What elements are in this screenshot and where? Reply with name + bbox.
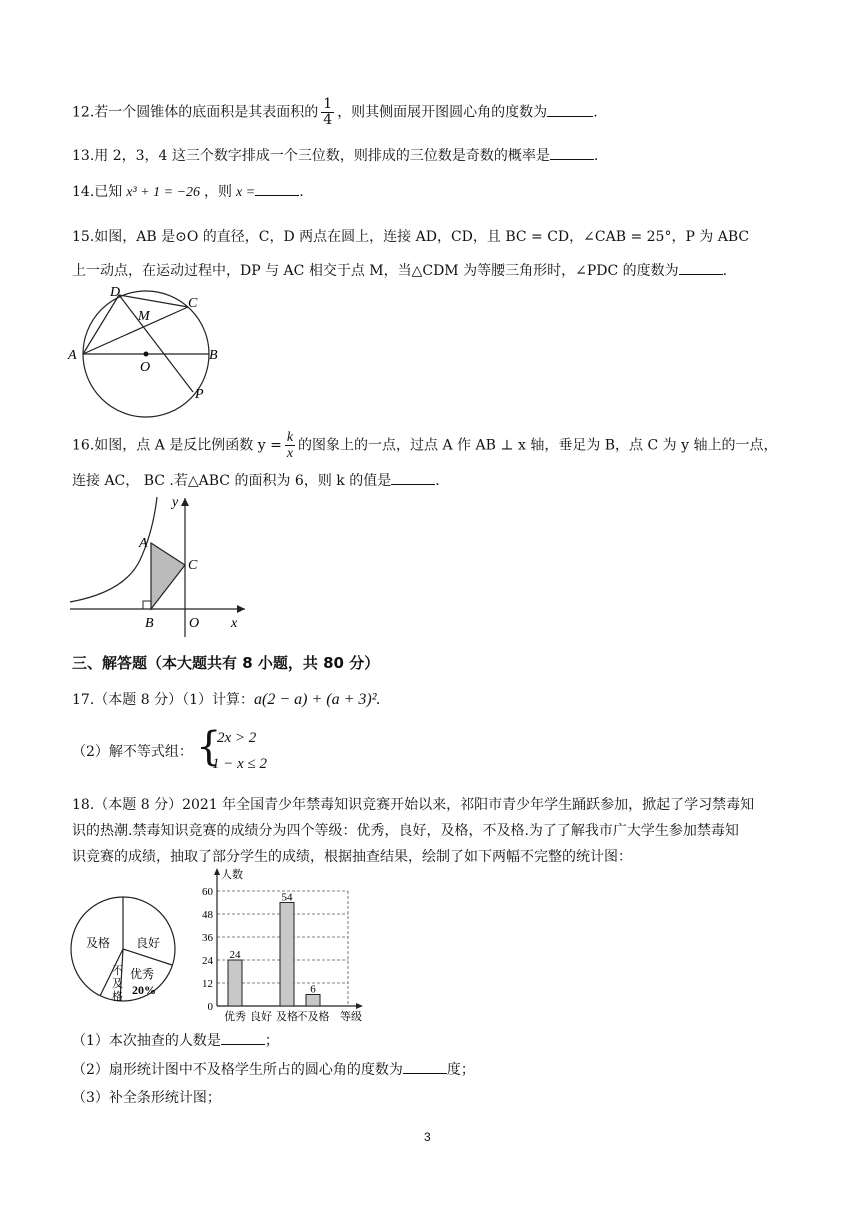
bar <box>228 960 242 1006</box>
data-label: 6 <box>310 983 316 996</box>
question-15-line2: 上一动点，在运动过程中，DP 与 AC 相交于点 M，当△CDM 为等腰三角形时，∠PDC 的度数为 . <box>72 260 727 281</box>
question-15-line1: 15.如图，AB 是⊙O 的直径，C，D 两点在圆上，连接 AD，CD，且 BC = CD，∠CAB = 25°，P 为 ABC <box>72 229 750 245</box>
inverse-function-figure <box>65 492 250 642</box>
label-c: C <box>188 558 198 573</box>
x-axis-title: 等级 <box>340 1010 362 1023</box>
segment-ad <box>83 295 119 354</box>
inequality-1: 2x > 2 <box>217 730 257 746</box>
question-18-sub1: （1）本次抽查的人数是 ； <box>72 1030 279 1051</box>
triangle-abc <box>151 543 185 609</box>
q14-equation: x³ + 1 = −26 <box>126 185 201 200</box>
pie-label-excellent: 优秀 <box>130 967 155 981</box>
right-angle-mark <box>143 601 151 609</box>
pie-label-excellent-pct: 20% <box>132 983 156 997</box>
x-axis-arrow <box>356 1003 363 1009</box>
section-heading: 三、解答题（本大题共有 8 小题，共 80 分） <box>72 654 380 672</box>
system-brace: { <box>196 724 222 770</box>
question-18-line1: 18.（本题 8 分）2021 年全国青少年禁毒知识竞赛开始以来，祁阳市青少年学生踊跃参加，掀起了学习禁毒知 <box>72 797 755 813</box>
question-12: 12.若一个圆锥体的底面积是其表面积的 $\frac{1}{4}$ ，则其侧面展开图圆心角的度数为 . <box>72 96 598 128</box>
bar <box>280 903 294 1007</box>
category-label: 优秀 <box>224 1010 246 1023</box>
y-tick-label: 0 <box>207 1001 213 1013</box>
q16-fraction: $\frac{k}{x}$ <box>286 430 294 461</box>
q12-fraction: $\frac{1}{4}$ <box>323 96 333 128</box>
question-18-line2: 识的热潮.禁毒知识竞赛的成绩分为四个等级：优秀，良好，及格，不及格.为了了解我市广大学生参加禁毒知 <box>72 823 739 839</box>
center-point <box>144 352 149 357</box>
y-tick-label: 48 <box>202 909 213 921</box>
label-x: x <box>231 616 238 631</box>
label-y: y <box>172 495 179 510</box>
y-tick-label: 12 <box>202 978 213 990</box>
question-14: 14.已知 x³ + 1 = −26 ，则 x = . <box>72 181 304 203</box>
pie-label-fail: 及 <box>112 977 123 990</box>
label-d: D <box>110 285 121 300</box>
label-a: A <box>68 348 77 363</box>
answer-blank <box>403 1059 447 1074</box>
answer-blank <box>255 181 299 196</box>
question-18-line3: 识竞赛的成绩，抽取了部分学生的成绩，根据抽查结果，绘制了如下两幅不完整的统计图： <box>72 849 632 865</box>
y-tick-label: 60 <box>202 886 213 898</box>
label-o: O <box>189 616 200 631</box>
pie-label-fail: 不 <box>112 964 123 977</box>
category-label: 良好 <box>250 1010 272 1023</box>
question-13: 13.用 2，3，4 这三个数字排成一个三位数，则排成的三位数是奇数的概率是 . <box>72 145 598 166</box>
label-c: C <box>188 296 198 311</box>
question-16-line2: 连接 AC， BC .若△ABC 的面积为 6，则 k 的值是 . <box>72 470 440 491</box>
question-16-line1: 16.如图，点 A 是反比例函数 y = $\frac{k}{x}$ 的图象上的一点，过点 A 作 AB ⊥ x 轴，垂足为 B，点 C 为 y 轴上的一点， <box>72 430 778 461</box>
question-17-part1: 17.（本题 8 分）（1）计算：a(2 − a) + (a + 3)². <box>72 691 381 708</box>
y-tick-label: 36 <box>202 932 213 944</box>
label-b: B <box>145 616 154 631</box>
data-label: 54 <box>281 891 293 904</box>
answer-blank <box>221 1030 265 1045</box>
question-18-sub2: （2）扇形统计图中不及格学生所占的圆心角的度数为 度； <box>72 1059 475 1080</box>
bar <box>306 995 320 1007</box>
inequality-2: 1 − x ≤ 2 <box>212 756 268 772</box>
y-axis-title: 人数 <box>221 868 243 881</box>
label-p: P <box>195 387 204 402</box>
category-label: 不及格 <box>296 1010 330 1023</box>
y-axis-arrow <box>214 868 220 875</box>
bar-chart <box>190 866 370 1026</box>
segment-dc <box>119 295 188 307</box>
pie-label-good: 良好 <box>136 936 161 950</box>
circle-figure <box>60 280 230 420</box>
page-number: 3 <box>424 1130 431 1144</box>
answer-blank <box>679 260 723 275</box>
answer-blank <box>391 470 435 485</box>
q17-expression: a(2 − a) + (a + 3)². <box>253 691 381 708</box>
category-label: 及格 <box>276 1010 298 1023</box>
pie-label-fail: 格 <box>112 990 123 1003</box>
q12-text: 12.若一个圆锥体的底面积是其表面积的 <box>72 104 319 121</box>
label-b: B <box>209 348 218 363</box>
answer-blank <box>550 145 594 160</box>
y-tick-label: 24 <box>202 955 213 967</box>
label-a: A <box>139 536 148 551</box>
label-o: O <box>140 360 151 375</box>
question-17-part2: （2）解不等式组： <box>72 744 193 760</box>
answer-blank <box>547 102 593 117</box>
label-m: M <box>138 309 150 324</box>
segment-ac <box>83 307 188 354</box>
pie-chart <box>68 882 188 1022</box>
pie-label-pass: 及格 <box>86 936 111 950</box>
data-label: 24 <box>229 949 241 961</box>
question-18-sub3: （3）补全条形统计图； <box>72 1090 221 1106</box>
